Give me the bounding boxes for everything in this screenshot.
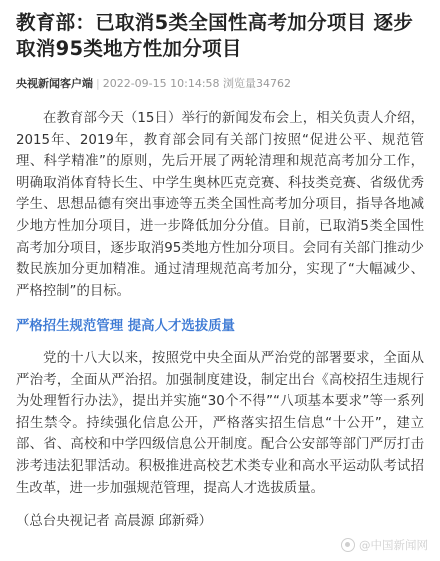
article (16, 10, 424, 533)
article-paragraph-2: 党的十八大以来，按照党中央全面从严治党的部署要求，全面从严治考，全面从严治招。加强制度建设，制定出台《高校招生违规行为处理暂行办法》，提出并实施“30个不得”“八项基本要求”等一系列招生禁令。持续强化信息公开，严格落实招生信息“十公开”，建立部、省、高校和中学四级信息公开制度。配合公安部等部门严厉打击涉考违法犯罪活动。积极推进高校艺术类专业和高水平运动队考试招生改革，进一步加强规范管理，提高人才选拔质量。 (16, 350, 424, 496)
view-count: 浏览量34762 (223, 77, 292, 90)
section-subheading: 严格招生规范管理 提高人才选拔质量 (16, 319, 235, 335)
watermark (341, 537, 428, 553)
weibo-logo-icon (341, 538, 355, 552)
meta-divider: | (96, 77, 100, 90)
article-paragraph-1: 在教育部今天（15日）举行的新闻发布会上，相关负责人介绍，2015年、2019年，教育部会同有关部门按照“促进公平、规范管理、科学精准”的原则，先后开展了两轮清理和规范高考加分工作，明确取消体育特长生、中学生奥林匹克竞赛、科技类竞赛、省级优秀学生、思想品德有突出事迹等五类全国性高考加分项目，指导各地减少地方性加分项目，进一步降低加分分值。目前，已取消5类全国性高考加分项目，逐步取消95类地方性加分项目。会同有关部门推动少数民族加分更加精准。通过清理规范高考加分，实现了“大幅减少、严格控制”的目标。 (16, 111, 424, 299)
article-title: 教育部：已取消5类全国性高考加分项目 逐步取消95类地方性加分项目 (16, 11, 414, 60)
watermark-text: @中国新闻网 (359, 538, 428, 552)
article-meta (16, 76, 424, 92)
reporter-byline: （总台央视记者 高晨源 邱新舜） (16, 514, 212, 530)
source-link[interactable]: 央视新闻客户端 (16, 77, 93, 90)
publish-datetime: 2022-09-15 10:14:58 (102, 77, 220, 90)
